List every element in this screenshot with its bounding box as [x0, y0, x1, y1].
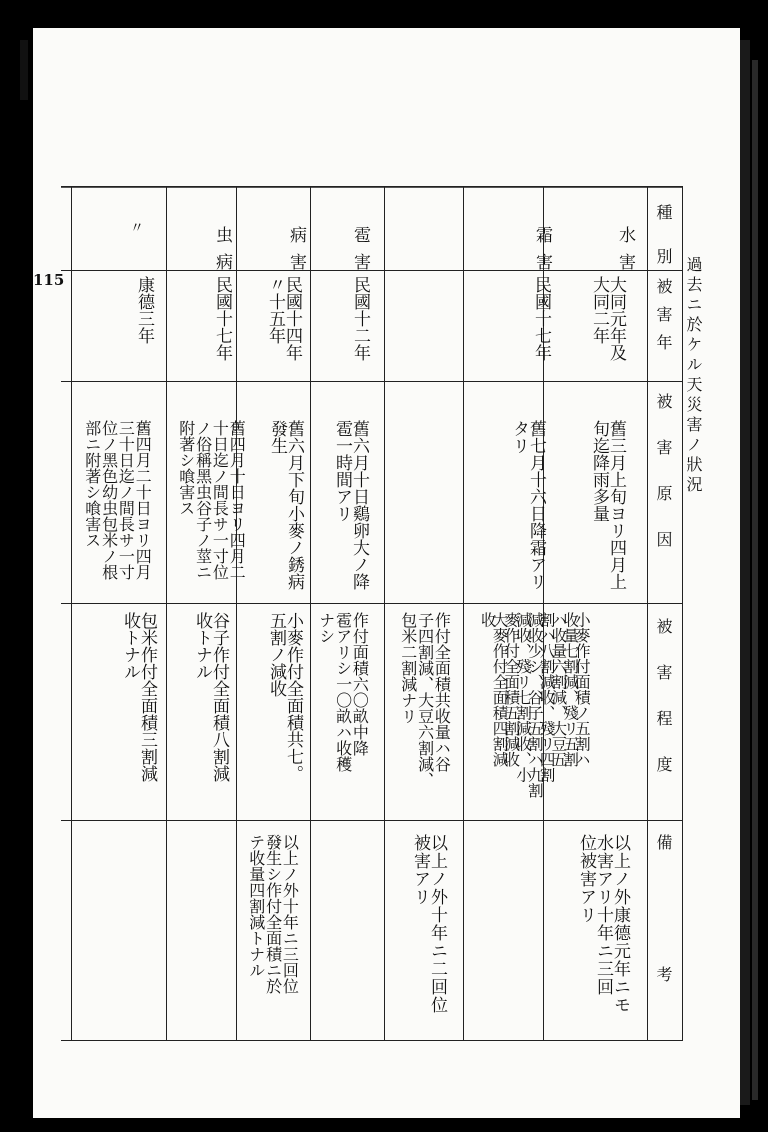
- row-year: 民國十四年 〃十五年: [265, 276, 302, 361]
- row-extent: 作付全面積共收量ハ谷 子四割減、大豆六割減、 包米二割減ナリ: [398, 612, 452, 788]
- row-extent: 小麥作付全面積共七。 五割ノ減收: [266, 612, 303, 782]
- book-edge-right-inner: [752, 60, 758, 1100]
- header-type: 種 別: [654, 204, 673, 270]
- book-edge-left: [20, 40, 28, 100]
- page-number: 115: [33, 271, 65, 289]
- header-extent: 被害程度: [654, 618, 673, 802]
- header-year: 被害年: [654, 278, 673, 362]
- row-remarks: 以上ノ外十年ニ二回位 被害アリ: [410, 834, 447, 1014]
- row-cause: 舊六月十日鷄卵大ノ降 雹一時間アリ: [332, 420, 369, 590]
- row-cause: 舊四月十日ヨリ四月二 十日迄ノ間長サ一寸位 ノ俗稱黑虫谷子ノ莖ニ 附著シ喰害ス: [176, 420, 247, 580]
- row-year: 民國十七年: [212, 276, 232, 361]
- row-cause: 舊三月上旬ヨリ四月上 旬迄降雨多量: [589, 420, 626, 590]
- row-type: 〃: [128, 220, 144, 234]
- row-extent: 谷子作付全面積八割減 收トナル: [192, 612, 229, 782]
- document-page: [33, 28, 740, 1118]
- row-remarks: 以上ノ外十年ニ三回位 發生シ作付全面積ニ於 テ收量四割減トナル: [246, 834, 300, 994]
- row-year: 民國十七年: [531, 276, 551, 361]
- row-cause: 舊四月二十日ヨリ四月 三十日迄ノ間長サ一寸 位ノ黑色幼虫包米ノ根 部ニ附著シ喰害ス: [82, 420, 153, 580]
- row-type: 霜害: [532, 226, 552, 280]
- header-cause: 被害原因: [654, 393, 673, 577]
- book-edge-right: [740, 40, 750, 1105]
- row-extent: 小麥作付面積ノ五割ハ 收量七割減、殘リ五割 ハ收量六割減、大豆五 割ハ八割減收、殘リ四割 減收少シ、谷子五割ハ九割 減收、殘リ七割減收、小 麥作付全面積五割減收 大麥作付全面積四割減 收: [478, 612, 591, 798]
- row-extent: 包米作付全面積三割減 收トナル: [120, 612, 157, 782]
- row-cause: 舊六月下旬小麥ノ銹病 發生: [267, 420, 304, 590]
- row-extent: 作付面積六〇畝中降 雹アリシ一〇畝ハ收穫 ナシ: [316, 612, 370, 772]
- row-year: 民國十二年: [350, 276, 370, 361]
- row-cause: 舊七月十六日降霜アリ タリ: [509, 420, 546, 590]
- row-type: 水害: [615, 226, 635, 280]
- row-year: 大同元年及 大同二年: [589, 276, 626, 361]
- row-remarks: 以上ノ外康德元年ニモ 水害アリ十年ニ三回 位被害アリ: [576, 834, 630, 1014]
- row-type: 病害: [286, 226, 306, 280]
- row-type: 虫病: [212, 226, 232, 280]
- header-remarks: 備 考: [654, 834, 673, 1010]
- row-year: 康德三年: [134, 276, 154, 344]
- page-title: 過去ニ於ケル天災害ノ狀況: [684, 256, 703, 496]
- row-type: 雹害: [350, 226, 370, 280]
